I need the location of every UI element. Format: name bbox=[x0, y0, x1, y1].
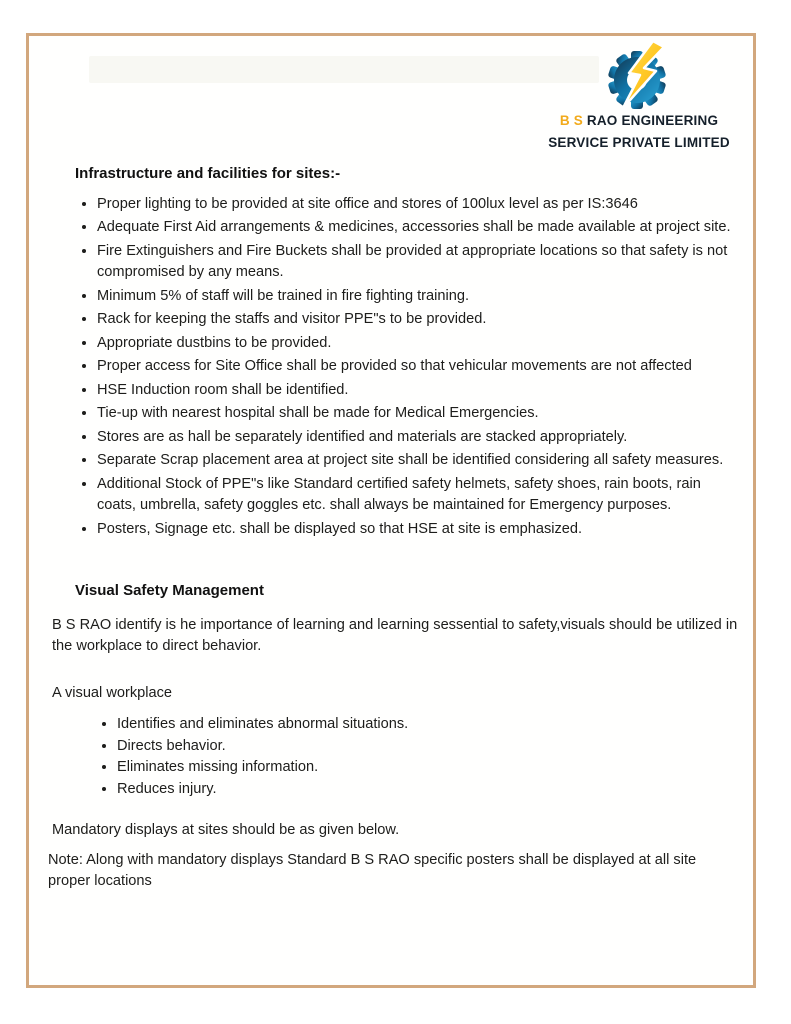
list-item: • Minimum 5% of staff will be trained in fire fighting training. bbox=[97, 286, 739, 308]
list-item: • Separate Scrap placement area at project site shall be identified considering all safety measures. bbox=[97, 450, 739, 472]
list-item: • Adequate First Aid arrangements & medicines, accessories shall be made available at project site. bbox=[97, 217, 739, 239]
list-item: • Proper access for Site Office shall be provided so that vehicular movements are not affected bbox=[97, 356, 739, 378]
list-item: • Appropriate dustbins to be provided. bbox=[97, 333, 739, 355]
list-item: • Eliminates missing information. bbox=[117, 757, 739, 779]
list-item: • Rack for keeping the staffs and visitor PPE"s to be provided. bbox=[97, 309, 739, 331]
mandatory-displays-line: Mandatory displays at sites should be as given below. bbox=[52, 822, 400, 838]
visual-workplace-subheading: A visual workplace bbox=[52, 684, 173, 701]
visual-workplace-bullet-list bbox=[29, 714, 739, 800]
list-item: • Tie-up with nearest hospital shall be made for Medical Emergencies. bbox=[97, 403, 739, 425]
note-line: Note: Along with mandatory displays Standard B S RAO specific posters shall be displayed at all site proper locations bbox=[48, 851, 697, 889]
list-item: • Additional Stock of PPE"s like Standard certified safety helmets, safety shoes, rain boots, rain coats, umbrella, safety goggles etc. shall always be maintained for Emergency purposes. bbox=[97, 474, 739, 517]
list-item: • Proper lighting to be provided at site office and stores of 100lux level as per IS:3646 bbox=[97, 194, 739, 216]
infrastructure-bullet-list bbox=[29, 194, 739, 541]
company-name-line2: SERVICE PRIVATE LIMITED bbox=[548, 135, 730, 150]
list-item: • Reduces injury. bbox=[117, 779, 739, 801]
heading-visual-safety: Visual Safety Management bbox=[75, 582, 264, 599]
list-item: • Directs behavior. bbox=[117, 736, 739, 758]
visual-safety-intro: B S RAO identify is he importance of learning and learning sessential to safety,visuals should be utilized in the workplace to direct behavior. bbox=[52, 616, 738, 654]
list-item: • Posters, Signage etc. shall be displayed so that HSE at site is emphasized. bbox=[97, 519, 739, 541]
page-border-frame bbox=[26, 33, 756, 988]
company-name-highlight: B S bbox=[559, 113, 583, 128]
heading-infrastructure: Infrastructure and facilities for sites:- bbox=[75, 165, 341, 182]
document-body bbox=[29, 36, 753, 893]
list-item: • HSE Induction room shall be identified. bbox=[97, 380, 739, 402]
company-name-rest: RAO ENGINEERING bbox=[582, 113, 719, 128]
list-item: • Stores are as hall be separately identified and materials are stacked appropriately. bbox=[97, 427, 739, 449]
list-item: • Fire Extinguishers and Fire Buckets shall be provided at appropriate locations so that safety is not compromised by any means. bbox=[97, 241, 739, 284]
list-item: • Identifies and eliminates abnormal situations. bbox=[117, 714, 739, 736]
